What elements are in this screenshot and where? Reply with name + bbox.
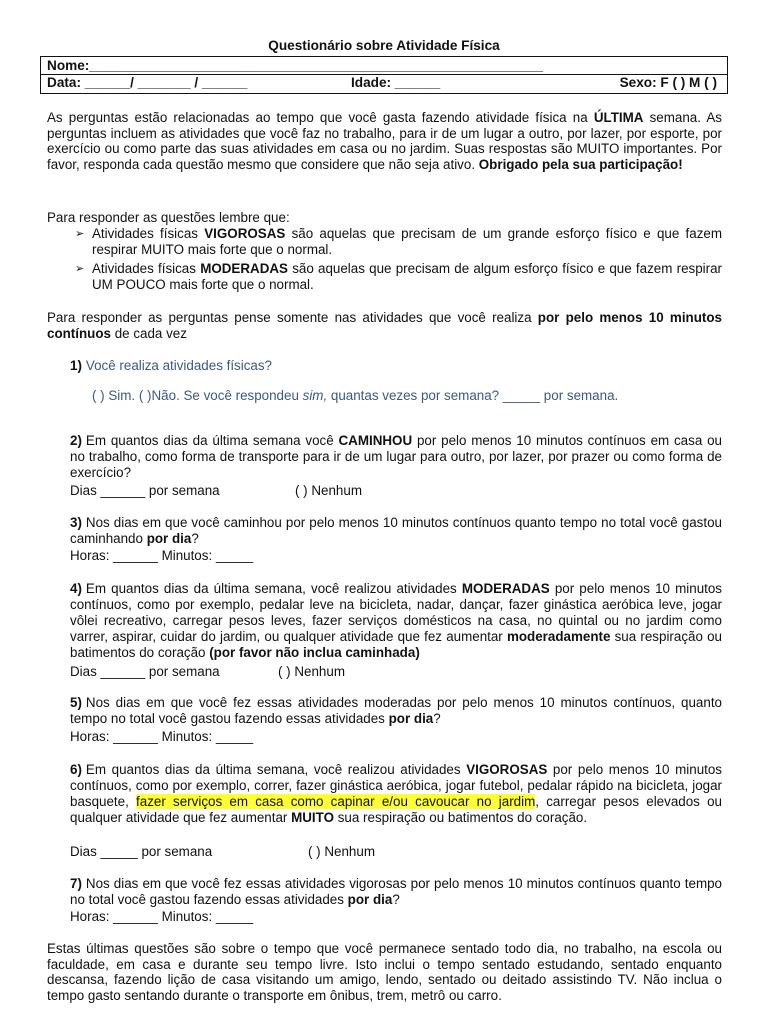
intro-bold-1: ÚLTIMA xyxy=(593,110,644,125)
arrow-bullet-icon: ➢ xyxy=(75,263,85,275)
question-2 xyxy=(70,433,722,481)
q7-pre: Nos dias em que você fez essas atividades vigorosas por pelo menos 10 minutos contínuos quanto tempo no total você gastou fazendo essas atividades xyxy=(70,876,722,907)
intro-text-2: semana. As perguntas incluem as atividades que você faz no trabalho, para ir de um lugar a outro, por lazer, por esporte, por exercício ou como parte das suas atividades em casa ou no jardim. Suas respostas são MUITO importantes. Por favor, responda cada questão mesmo que considere que não seja ativo. xyxy=(47,110,723,172)
name-field[interactable]: Nome:____________________________________________________________ xyxy=(47,58,543,73)
q1-opt-pre: ( ) Sim. ( )Não. Se você respondeu xyxy=(92,388,303,403)
q6-post: sua respiração ou batimentos do coração. xyxy=(334,810,588,825)
q6-mid-2: , carregar pesos elevados ou qualquer atividade que fez aumentar xyxy=(70,794,722,825)
question-7 xyxy=(70,876,722,908)
question-5 xyxy=(70,695,722,727)
vigorous-pre: Atividades físicas xyxy=(92,226,205,241)
intro-paragraph xyxy=(47,110,722,172)
respondent-header-box xyxy=(40,56,728,94)
question-1 xyxy=(70,358,722,374)
closing-paragraph: Estas últimas questões são sobre o tempo que você permanece sentado todo dia, no trabalho, na escola ou faculdade, em casa e durante seu tempo livre. Isto inclui o tempo sentado estudando, sentado enquanto descansa, fazendo lição de casa visitando um amigo, lendo, sentado ou deitado assistindo TV. Não inclua o tempo gasto sentando durante o transporte em ônibus, trem, metrô ou carro. xyxy=(47,941,722,1003)
q4-none-option[interactable]: ( ) Nenhum xyxy=(278,664,345,679)
question-1-options[interactable] xyxy=(92,388,618,404)
q6-pre: Em quantos dias da última semana, você realizou atividades xyxy=(85,762,467,777)
q3-post: ? xyxy=(191,531,199,546)
question-3-answer[interactable]: Horas: ______ Minutos: _____ xyxy=(70,548,254,563)
q6-none-option[interactable]: ( ) Nenhum xyxy=(308,844,375,859)
q4-days-field[interactable]: Dias ______ por semana xyxy=(70,664,220,679)
sex-field[interactable]: Sexo: F ( ) M ( ) xyxy=(619,75,717,90)
q4-bold-2: moderadamente xyxy=(506,629,611,644)
question-6-answer[interactable] xyxy=(70,844,375,860)
q4-bold-3: (por favor não inclua caminhada) xyxy=(209,645,420,660)
question-3 xyxy=(70,515,722,547)
q5-post: ? xyxy=(433,711,441,726)
q7-post: ? xyxy=(392,892,400,907)
question-number: 6) xyxy=(70,762,82,777)
instruction-pre: Para responder as perguntas pense somente nas atividades que você realiza xyxy=(47,310,538,325)
arrow-bullet-icon: ➢ xyxy=(75,228,85,240)
moderate-post: são aquelas que precisam de algum esforço físico e que fazem respirar UM POUCO mais forte que o normal. xyxy=(92,261,723,292)
q6-days-field[interactable]: Dias _____ por semana xyxy=(70,844,213,859)
q6-highlighted-text: fazer serviços em casa como capinar e/ou cavoucar no jardim xyxy=(136,794,536,809)
question-7-answer[interactable]: Horas: ______ Minutos: _____ xyxy=(70,909,254,924)
question-1-text: Você realiza atividades físicas? xyxy=(85,358,273,373)
q4-mid-2: sua respiração ou batimentos do coração xyxy=(70,629,723,660)
q5-bold: por dia xyxy=(388,711,434,726)
question-number: 2) xyxy=(70,433,82,448)
q1-opt-em: sim, xyxy=(302,388,328,403)
moderate-bold: MODERADAS xyxy=(200,261,288,276)
q2-post: por pelo menos 10 minutos contínuos em casa ou no trabalho, como forma de transporte para ir de um lugar para outro, por lazer, por prazer ou como forma de exercício? xyxy=(70,433,722,480)
q4-pre: Em quantos dias da última semana, você realizou atividades xyxy=(85,581,462,596)
q3-bold: por dia xyxy=(146,531,192,546)
question-number: 7) xyxy=(70,876,82,891)
q6-mid: por pelo menos 10 minutos contínuos, como por exemplo, correr, fazer ginástica aeróbica, jogar futebol, pedalar rápido na bicicleta, jogar basquete, xyxy=(70,762,723,809)
q6-bold-2: MUITO xyxy=(291,810,335,825)
question-number: 1) xyxy=(70,358,82,373)
q2-bold: CAMINHOU xyxy=(338,433,413,448)
bullet-moderate xyxy=(75,261,722,293)
q7-bold: por dia xyxy=(347,892,393,907)
intro-thanks: Obrigado pela sua participação! xyxy=(478,156,683,172)
q6-bold-1: VIGOROSAS xyxy=(466,762,548,777)
q2-days-field[interactable]: Dias ______ por semana xyxy=(70,483,220,498)
question-4-answer[interactable] xyxy=(70,664,345,680)
q4-mid: por pelo menos 10 minutos contínuos, como por exemplo, pedalar leve na bicicleta, nadar, dançar, fazer ginástica aeróbica leve, jogar vôlei recreativo, carregar pesos leves, fazer serviços domésticos na casa, no quintal ou no jardim como varrer, aspirar, cuidar do jardim, ou qualquer atividade que fez aumentar xyxy=(70,581,723,644)
q2-pre: Em quantos dias da última semana você xyxy=(85,433,339,448)
date-field[interactable]: Data: ______/ _______ / ______ xyxy=(47,75,248,90)
instruction-post: de cada vez xyxy=(110,325,187,341)
question-number: 3) xyxy=(70,515,82,530)
question-number: 4) xyxy=(70,581,82,596)
instruction-paragraph xyxy=(47,310,722,341)
question-number: 5) xyxy=(70,695,82,710)
document-title: Questionário sobre Atividade Física xyxy=(268,38,500,53)
intro-text-1: As perguntas estão relacionadas ao tempo que você gasta fazendo atividade física na xyxy=(47,110,594,125)
q1-opt-post: quantas vezes por semana? _____ por semana. xyxy=(327,388,619,403)
q5-pre: Nos dias em que você fez essas atividades moderadas por pelo menos 10 minutos contínuos, quanto tempo no total você gastou fazendo essas atividades xyxy=(70,695,722,726)
question-2-answer[interactable] xyxy=(70,483,362,499)
instruction-bold: por pelo menos 10 minutos contínuos xyxy=(47,310,723,341)
question-6 xyxy=(70,762,722,826)
question-4 xyxy=(70,581,722,661)
q3-pre: Nos dias em que você caminhou por pelo menos 10 minutos contínuos quanto tempo no total você gastou caminhando xyxy=(70,515,722,546)
age-field[interactable]: Idade: ______ xyxy=(351,75,441,90)
vigorous-bold: VIGOROSAS xyxy=(204,226,286,241)
bullet-vigorous xyxy=(75,226,722,258)
remember-lead: Para responder as questões lembre que: xyxy=(47,210,290,225)
vigorous-post: são aquelas que precisam de um grande esforço físico e que fazem respirar MUITO mais forte que o normal. xyxy=(92,226,722,257)
q2-none-option[interactable]: ( ) Nenhum xyxy=(295,483,362,498)
question-5-answer[interactable]: Horas: ______ Minutos: _____ xyxy=(70,729,254,744)
q4-bold-1: MODERADAS xyxy=(461,581,550,596)
moderate-pre: Atividades físicas xyxy=(92,261,201,276)
